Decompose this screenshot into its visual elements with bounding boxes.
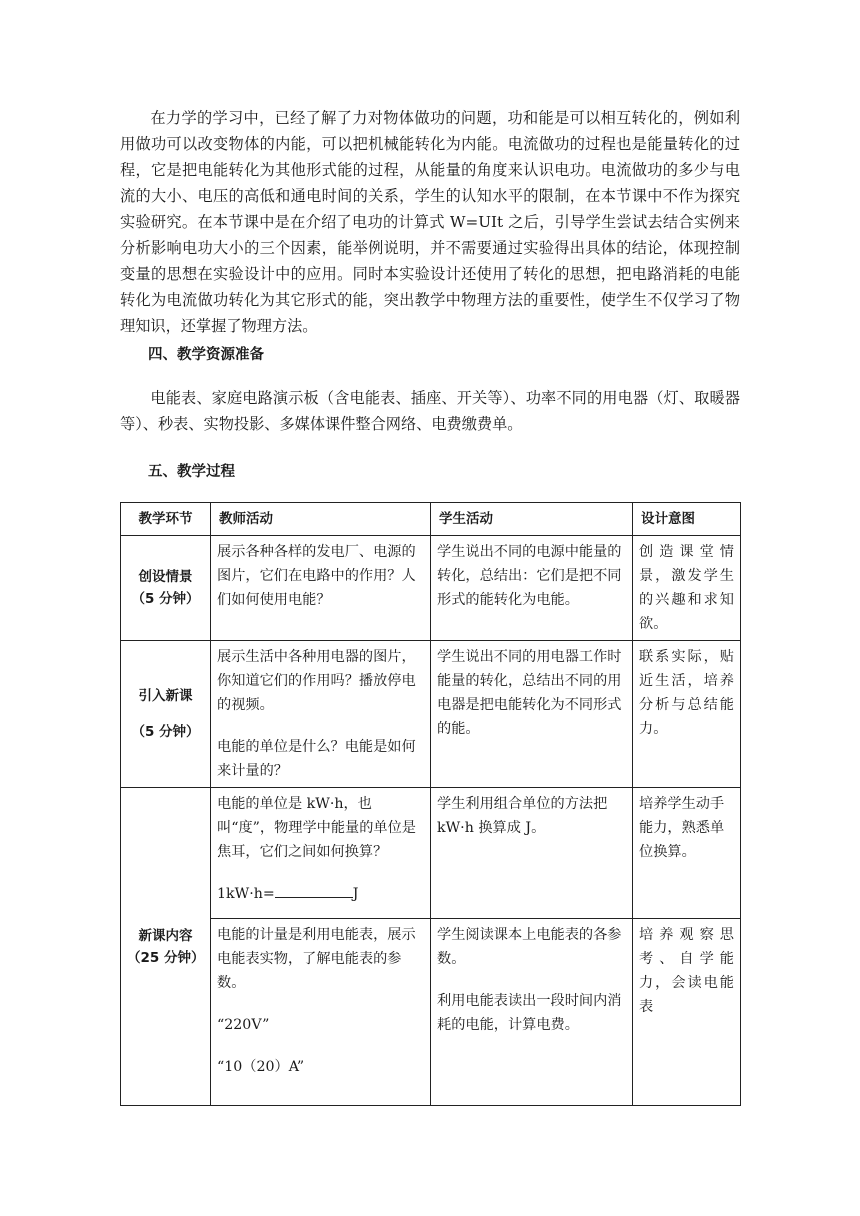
table-row: [121, 536, 741, 641]
teacher-activity-cell: [211, 788, 431, 919]
teacher-activity-text: 展示各种各样的发电厂、电源的图片，它们在电路中的作用？人们如何使用电能？: [217, 544, 416, 608]
header-stage: 教学环节: [121, 503, 211, 536]
meter-parameter-current: “10（20）A”: [217, 1059, 305, 1075]
lesson-process-table: [120, 502, 741, 1106]
teacher-activity-text: 电能的单位是 kW·h，也叫“度”，物理学中能量的单位是焦耳，它们之间如何换算？: [217, 796, 416, 860]
stage-cell: [121, 641, 211, 788]
meter-parameter-voltage: “220V”: [217, 1017, 270, 1033]
intro-paragraph: 在力学的学习中，已经了解了力对物体做功的问题，功和能是可以相互转化的，例如利用做功可以改变物体的内能，可以把机械能转化为内能。电流做功的过程也是能量转化的过程，它是把电能转化为其他形式能的过程，从能量的角度来认识电功。电流做功的多少与电流的大小、电压的高低和通电时间的关系，学生的认知水平的限制，在本节课中不作为探究实验研究。在本节课中是在介绍了电功的计算式 W=UIt 之后，引导学生尝试去结合实例来分析影响电功大小的三个因素，能举例说明，并不需要通过实验得出具体的结论，体现控制变量的思想在实验设计中的应用。同时本实验设计还使用了转化的思想，把电路消耗的电能转化为电流做功转化为其它形式的能，突出教学中物理方法的重要性，使学生不仅学习了物理知识，还掌握了物理方法。: [120, 109, 740, 335]
section-heading-resources: 四、教学资源准备: [148, 347, 264, 363]
student-activity-cell: [431, 919, 633, 1106]
header-student: 学生活动: [431, 503, 633, 536]
resources-paragraph: 电能表、家庭电路演示板（含电能表、插座、开关等）、功率不同的用电器（灯、取暖器等）、秒表、实物投影、多媒体课件整合网络、电费缴费单。: [120, 389, 740, 433]
design-intent-cell: 创造课堂情景，激发学生的兴趣和求知欲。: [633, 536, 741, 641]
student-activity-text: 学生说出不同的电源中能量的转化，总结出：它们是把不同形式的能转化为电能。: [437, 544, 622, 608]
header-teacher: 教师活动: [211, 503, 431, 536]
design-intent-cell: 培养学生动手能力，熟悉单位换算。: [633, 788, 741, 919]
stage-duration: （5 分钟）: [131, 724, 200, 740]
table-row: [121, 919, 741, 1106]
unit-conversion-formula: 1kW·h= J: [217, 882, 424, 906]
stage-cell: [121, 788, 211, 1106]
student-activity-text: 学生说出不同的用电器工作时能量的转化，总结出不同的用电器是把电能转化为不同形式的能。: [437, 649, 622, 737]
fill-in-blank: [275, 882, 353, 898]
teacher-activity-text: 电能的单位是什么？电能是如何来计量的？: [217, 739, 416, 779]
table-row: [121, 788, 741, 919]
student-activity-text: 学生利用组合单位的方法把 kW·h 换算成 J。: [437, 796, 608, 836]
section-heading-process: 五、教学过程: [148, 464, 235, 480]
student-activity-text: 学生阅读课本上电能表的各参数。: [437, 927, 622, 967]
table-header-row: [121, 503, 741, 536]
design-intent-cell: 培养观察思考、自学能力，会读电能表: [633, 919, 741, 1106]
header-intent: 设计意图: [633, 503, 741, 536]
teacher-activity-text: 展示生活中各种用电器的图片，你知道它们的作用吗？播放停电的视频。: [217, 649, 416, 713]
teacher-activity-cell: [211, 919, 431, 1106]
teacher-activity-cell: [211, 536, 431, 641]
stage-duration: （25 分钟）: [127, 949, 205, 966]
student-activity-cell: [431, 641, 633, 788]
table-row: [121, 641, 741, 788]
student-activity-cell: [431, 788, 633, 919]
teacher-activity-cell: [211, 641, 431, 788]
student-activity-cell: [431, 536, 633, 641]
student-activity-text: 利用电能表读出一段时间内消耗的电能，计算电费。: [437, 993, 622, 1033]
design-intent-cell: 联系实际，贴近生活，培养分析与总结能力。: [633, 641, 741, 788]
teacher-activity-text: 电能的计量是利用电能表，展示电能表实物，了解电能表的参数。: [217, 927, 416, 991]
stage-duration: （5 分钟）: [131, 591, 200, 607]
stage-name: 创设情景: [138, 569, 193, 585]
stage-name: 新课内容: [138, 927, 193, 944]
stage-name: 引入新课: [138, 688, 193, 704]
stage-cell: [121, 536, 211, 641]
